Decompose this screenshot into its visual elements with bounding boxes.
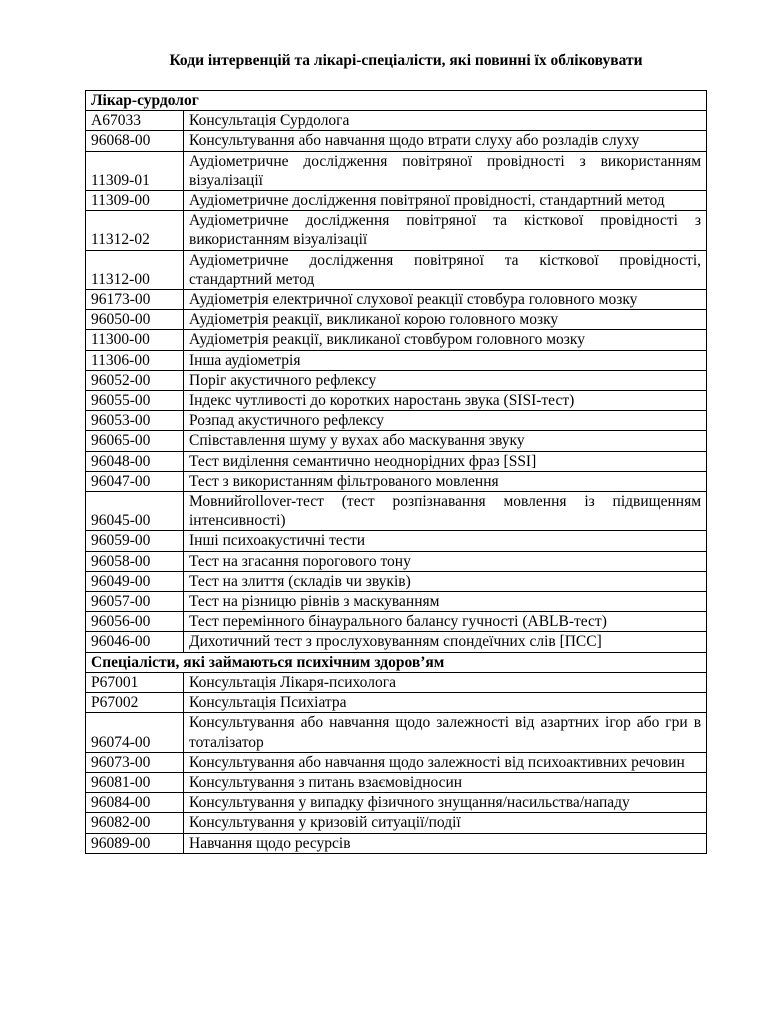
intervention-code: 11306-00: [86, 350, 184, 370]
intervention-code: 96084-00: [86, 793, 184, 813]
section-heading: Спеціалісти, які займаються психічним здоров’ям: [86, 652, 707, 672]
table-row: [86, 713, 707, 752]
table-row: [86, 492, 707, 531]
intervention-code: 96059-00: [86, 531, 184, 551]
table-row: [86, 571, 707, 591]
intervention-code: 96056-00: [86, 612, 184, 632]
table-row: [86, 370, 707, 390]
intervention-description: Аудіометрія електричної слухової реакції стовбура головного мозку: [184, 290, 707, 310]
intervention-description: Тест виділення семантично неоднорідних фраз [SSI]: [184, 451, 707, 471]
table-row: [86, 531, 707, 551]
intervention-description: Дихотичний тест з прослуховуванням спондеїчних слів [ПСС]: [184, 632, 707, 652]
intervention-description: Консультування у кризовій ситуації/події: [184, 813, 707, 833]
intervention-code: 96046-00: [86, 632, 184, 652]
intervention-code: 11309-00: [86, 191, 184, 211]
intervention-description: Аудіометрія реакції, викликаної корою головного мозку: [184, 310, 707, 330]
table-row: [86, 772, 707, 792]
table-row: [86, 693, 707, 713]
intervention-description: Консультування або навчання щодо втрати слуху або розладів слуху: [184, 131, 707, 151]
section-heading: Лікар-сурдолог: [86, 91, 707, 111]
intervention-code: P67002: [86, 693, 184, 713]
table-row: [86, 752, 707, 772]
intervention-code: 96047-00: [86, 471, 184, 491]
intervention-description: Консультування або навчання щодо залежності від азартних ігор або гри в тоталізатор: [184, 713, 707, 752]
table-row: [86, 612, 707, 632]
section-header-row: [86, 91, 707, 111]
intervention-description: Аудіометричне дослідження повітряної та кісткової провідності, стандартний метод: [184, 250, 707, 289]
intervention-code: 11312-02: [86, 211, 184, 250]
table-row: [86, 310, 707, 330]
intervention-description: Консультування у випадку фізичного знущання/насильства/нападу: [184, 793, 707, 813]
table-row: [86, 391, 707, 411]
table-body: [86, 91, 707, 854]
intervention-description: Консультація Сурдолога: [184, 111, 707, 131]
intervention-code: 96089-00: [86, 833, 184, 853]
intervention-description: Консультація Лікаря-психолога: [184, 672, 707, 692]
intervention-code: 96173-00: [86, 290, 184, 310]
intervention-description: Консультування або навчання щодо залежності від психоактивних речовин: [184, 752, 707, 772]
intervention-description: Навчання щодо ресурсів: [184, 833, 707, 853]
table-row: [86, 813, 707, 833]
table-row: [86, 471, 707, 491]
intervention-description: Розпад акустичного рефлексу: [184, 411, 707, 431]
intervention-code: 96081-00: [86, 772, 184, 792]
intervention-description: Інша аудіометрія: [184, 350, 707, 370]
table-row: [86, 411, 707, 431]
intervention-code: 96068-00: [86, 131, 184, 151]
intervention-description: Індекс чутливості до коротких наростань звука (SISI-тест): [184, 391, 707, 411]
intervention-code: 96057-00: [86, 592, 184, 612]
intervention-code: 96065-00: [86, 431, 184, 451]
section-header-row: [86, 652, 707, 672]
intervention-code: 11300-00: [86, 330, 184, 350]
table-row: [86, 330, 707, 350]
intervention-code: 11312-00: [86, 250, 184, 289]
intervention-description: Консультування з питань взаємовідносин: [184, 772, 707, 792]
intervention-description: Аудіометричне дослідження повітряної провідності з використанням візуалізації: [184, 151, 707, 190]
table-row: [86, 111, 707, 131]
intervention-code: 96058-00: [86, 551, 184, 571]
intervention-description: Аудіометричне дослідження повітряної та кісткової провідності з використанням візуалізації: [184, 211, 707, 250]
intervention-code: 96082-00: [86, 813, 184, 833]
intervention-description: Мовнийrollover-тест (тест розпізнавання мовлення із підвищенням інтенсивності): [184, 492, 707, 531]
intervention-description: Консультація Психіатра: [184, 693, 707, 713]
intervention-code: 96048-00: [86, 451, 184, 471]
intervention-code: 96045-00: [86, 492, 184, 531]
intervention-description: Інші психоакустичні тести: [184, 531, 707, 551]
table-row: [86, 632, 707, 652]
intervention-code: 96050-00: [86, 310, 184, 330]
table-row: [86, 672, 707, 692]
document-title: Коди інтервенцій та лікарі-спеціалісти, які повинні їх обліковувати: [169, 52, 643, 69]
intervention-description: Тест перемінного бінаурального балансу гучності (ABLB-тест): [184, 612, 707, 632]
table-row: [86, 833, 707, 853]
table-row: [86, 431, 707, 451]
table-row: [86, 350, 707, 370]
intervention-codes-table: [85, 90, 707, 854]
intervention-code: 96053-00: [86, 411, 184, 431]
table-row: [86, 793, 707, 813]
table-row: [86, 592, 707, 612]
intervention-code: 96055-00: [86, 391, 184, 411]
intervention-description: Аудіометричне дослідження повітряної провідності, стандартний метод: [184, 191, 707, 211]
intervention-description: Тест на злиття (складів чи звуків): [184, 571, 707, 591]
intervention-description: Тест з використанням фільтрованого мовлення: [184, 471, 707, 491]
intervention-description: Тест на згасання порогового тону: [184, 551, 707, 571]
table-row: [86, 191, 707, 211]
table-row: [86, 250, 707, 289]
intervention-code: 11309-01: [86, 151, 184, 190]
intervention-description: Співставлення шуму у вухах або маскування звуку: [184, 431, 707, 451]
intervention-code: 96052-00: [86, 370, 184, 390]
table-row: [86, 290, 707, 310]
intervention-code: 96073-00: [86, 752, 184, 772]
table-row: [86, 211, 707, 250]
intervention-code: 96049-00: [86, 571, 184, 591]
table-row: [86, 451, 707, 471]
intervention-code: A67033: [86, 111, 184, 131]
table-row: [86, 551, 707, 571]
intervention-description: Поріг акустичного рефлексу: [184, 370, 707, 390]
table-row: [86, 151, 707, 190]
intervention-description: Аудіометрія реакції, викликаної стовбуром головного мозку: [184, 330, 707, 350]
table-row: [86, 131, 707, 151]
intervention-code: P67001: [86, 672, 184, 692]
intervention-code: 96074-00: [86, 713, 184, 752]
intervention-description: Тест на різницю рівнів з маскуванням: [184, 592, 707, 612]
